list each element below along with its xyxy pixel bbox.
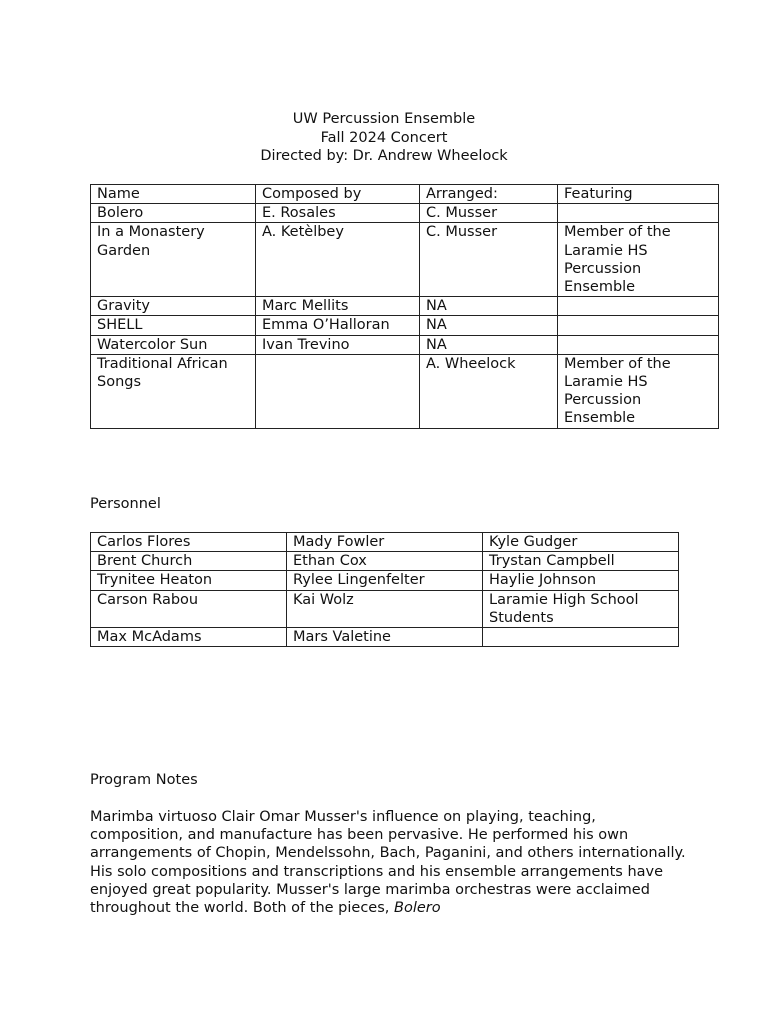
table-row [91, 571, 679, 590]
concert-header [0, 110, 768, 166]
piece-arranger: C. Musser [420, 204, 558, 223]
concert-title: Fall 2024 Concert [320, 129, 448, 146]
piece-arranger: C. Musser [420, 223, 558, 297]
performer-name: Kai Wolz [287, 590, 483, 627]
piece-composer: Emma O’Halloran [256, 316, 420, 335]
piece-name: Watercolor Sun [91, 335, 256, 354]
table-row [91, 335, 719, 354]
program-notes-paragraph [90, 808, 690, 917]
performer-name: Rylee Lingenfelter [287, 571, 483, 590]
table-header-row [91, 185, 719, 204]
table-row [91, 223, 719, 297]
performer-name: Trynitee Heaton [91, 571, 287, 590]
table-row [91, 628, 679, 647]
performer-name: Carson Rabou [91, 590, 287, 627]
piece-name: SHELL [91, 316, 256, 335]
performer-name: Mady Fowler [287, 533, 483, 552]
piece-arranger: NA [420, 316, 558, 335]
piece-featuring [558, 335, 719, 354]
piece-name: Traditional African Songs [91, 354, 256, 428]
piece-arranger: A. Wheelock [420, 354, 558, 428]
piece-composer: A. Ketèlbey [256, 223, 420, 297]
program-notes-text: Marimba virtuoso Clair Omar Musser's influence on playing, teaching, composition, and manufacture has been pervasive. He performed his own arrangements of Chopin, Mendelssohn, Bach, Paganini, and others internationally. His solo compositions and transcriptions and his ensemble arrangements have enjoyed great popularity. Musser's large marimba orchestras were acclaimed throughout the world. Both of the pieces, [90, 809, 686, 917]
performer-name: Max McAdams [91, 628, 287, 647]
table-row [91, 552, 679, 571]
personnel-table [90, 532, 679, 647]
header-composer: Composed by [256, 185, 420, 204]
performer-name: Laramie High School Students [483, 590, 679, 627]
performer-name: Haylie Johnson [483, 571, 679, 590]
piece-featuring [558, 204, 719, 223]
piece-name: Gravity [91, 297, 256, 316]
piece-featuring [558, 297, 719, 316]
piece-name: In a Monastery Garden [91, 223, 256, 297]
table-row [91, 533, 679, 552]
performer-name: Trystan Campbell [483, 552, 679, 571]
piece-composer: Ivan Trevino [256, 335, 420, 354]
header-name: Name [91, 185, 256, 204]
performer-name [483, 628, 679, 647]
table-row [91, 297, 719, 316]
performer-name: Ethan Cox [287, 552, 483, 571]
header-featuring: Featuring [558, 185, 719, 204]
director-line: Directed by: Dr. Andrew Wheelock [260, 148, 508, 164]
piece-featuring: Member of the Laramie HS Percussion Ensemble [558, 354, 719, 428]
piece-arranger: NA [420, 297, 558, 316]
program-table [90, 184, 719, 429]
performer-name: Carlos Flores [91, 533, 287, 552]
table-row [91, 204, 719, 223]
table-row [91, 590, 679, 627]
performer-name: Brent Church [91, 552, 287, 571]
piece-composer: Marc Mellits [256, 297, 420, 316]
piece-name: Bolero [91, 204, 256, 223]
table-row [91, 316, 719, 335]
piece-arranger: NA [420, 335, 558, 354]
personnel-heading: Personnel [90, 496, 161, 512]
piece-featuring [558, 316, 719, 335]
performer-name: Kyle Gudger [483, 533, 679, 552]
piece-featuring: Member of the Laramie HS Percussion Ensemble [558, 223, 719, 297]
ensemble-title: UW Percussion Ensemble [292, 111, 476, 127]
program-notes-italic-title: Bolero [394, 900, 441, 917]
program-notes-heading: Program Notes [90, 772, 198, 788]
piece-composer [256, 354, 420, 428]
piece-composer: E. Rosales [256, 204, 420, 223]
header-arranger: Arranged: [420, 185, 558, 204]
performer-name: Mars Valetine [287, 628, 483, 647]
table-row [91, 354, 719, 428]
